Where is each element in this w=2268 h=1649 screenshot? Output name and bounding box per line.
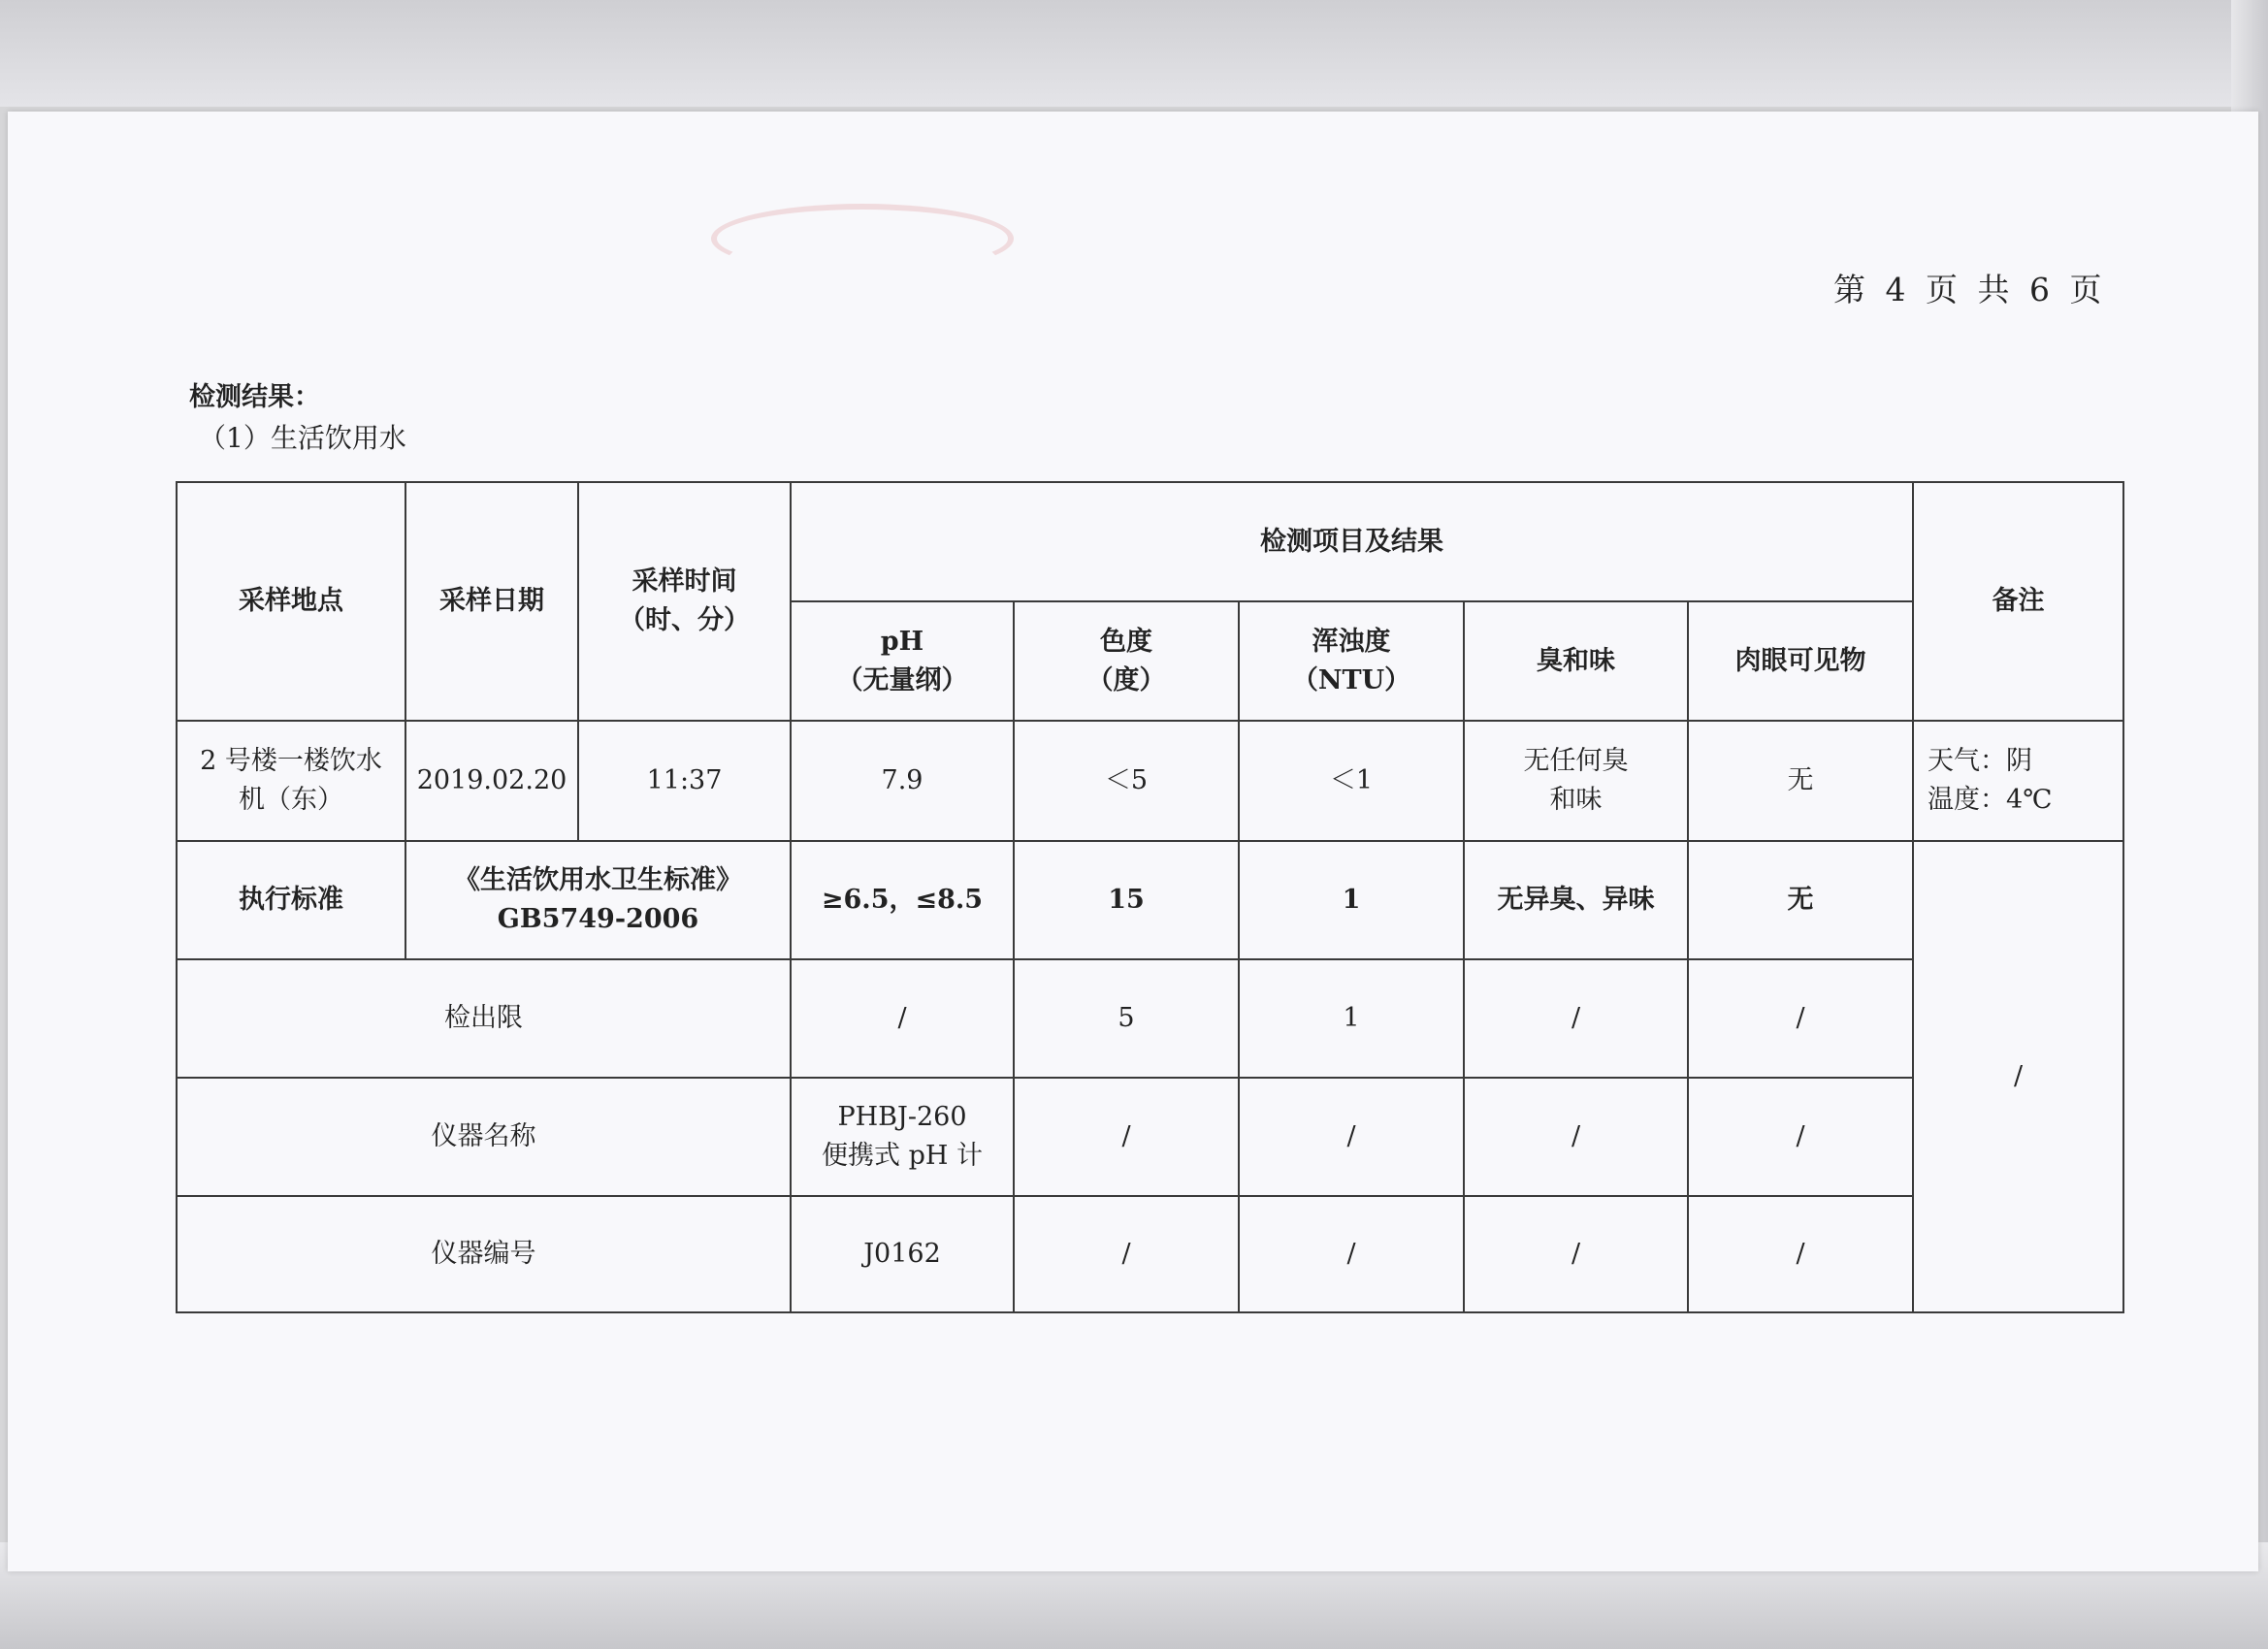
detection-limit-row — [177, 959, 2123, 1078]
sample-value-visible-matter: 无 — [1688, 721, 1913, 841]
detection-limit-visible-matter: / — [1688, 959, 1913, 1078]
instrument-name-ph-line2: 便携式 pH 计 — [822, 1141, 983, 1171]
standard-value-visible-matter: 无 — [1688, 841, 1913, 959]
standard-value-color: 15 — [1014, 841, 1239, 959]
standard-value-ph: ≥6.5，≤8.5 — [791, 841, 1014, 959]
standard-value-odor: 无异臭、异味 — [1464, 841, 1688, 959]
header-items-group: 检测项目及结果 — [791, 482, 1913, 601]
instrument-number-odor: / — [1464, 1196, 1688, 1312]
instrument-number-row — [177, 1196, 2123, 1312]
instrument-name-odor: / — [1464, 1078, 1688, 1196]
instrument-name-label: 仪器名称 — [177, 1078, 791, 1196]
instrument-name-row — [177, 1078, 2123, 1196]
instrument-name-turbidity: / — [1239, 1078, 1464, 1196]
instrument-name-ph-line1: PHBJ-260 — [837, 1102, 967, 1132]
standard-name — [405, 841, 791, 959]
header-item-line1: 臭和味 — [1537, 645, 1615, 676]
sample-time: 11:37 — [578, 721, 791, 841]
header-item-line2: （无量纲） — [836, 664, 968, 695]
instrument-number-visible-matter: / — [1688, 1196, 1913, 1312]
instrument-number-turbidity: / — [1239, 1196, 1464, 1312]
detection-limit-label: 检出限 — [177, 959, 791, 1078]
header-item-line2: （度） — [1086, 664, 1166, 695]
sample-row — [177, 721, 2123, 841]
instrument-name-visible-matter: / — [1688, 1078, 1913, 1196]
standard-row — [177, 841, 2123, 959]
header-item-visible-matter — [1688, 601, 1913, 721]
header-remarks: 备注 — [1913, 482, 2123, 721]
header-row-1 — [177, 482, 2123, 601]
instrument-number-ph: J0162 — [791, 1196, 1014, 1312]
standard-value-turbidity: 1 — [1239, 841, 1464, 959]
detection-limit-odor: / — [1464, 959, 1688, 1078]
section-title: 检测结果： — [189, 382, 320, 412]
header-sampling-time-line1: 采样时间 — [632, 566, 737, 597]
detection-limit-ph: / — [791, 959, 1014, 1078]
instrument-number-color: / — [1014, 1196, 1239, 1312]
scan-background-top — [0, 0, 2268, 107]
header-sampling-location: 采样地点 — [177, 482, 405, 721]
sample-location-line2: 机（东） — [239, 785, 343, 815]
header-sampling-time-line2: （时、分） — [619, 605, 750, 635]
detection-limit-color: 5 — [1014, 959, 1239, 1078]
header-item-line1: pH — [880, 626, 924, 657]
sample-value-odor — [1464, 721, 1688, 841]
sample-value-color: ＜5 — [1014, 721, 1239, 841]
sample-value-odor-line2: 和味 — [1549, 785, 1603, 815]
header-item-ph — [791, 601, 1014, 721]
sample-value-odor-line1: 无任何臭 — [1523, 746, 1629, 776]
detection-limit-turbidity: 1 — [1239, 959, 1464, 1078]
sample-location — [177, 721, 405, 841]
subsection-title: （1）生活饮用水 — [199, 422, 406, 454]
instrument-name-ph — [791, 1078, 1014, 1196]
page-number: 第 4 页 共 6 页 — [1833, 271, 2107, 308]
header-item-line1: 肉眼可见物 — [1734, 645, 1866, 676]
header-item-color — [1014, 601, 1239, 721]
standard-label: 执行标准 — [177, 841, 405, 959]
header-sampling-time — [578, 482, 791, 721]
sample-remark — [1913, 721, 2123, 841]
standard-name-line1: 《生活饮用水卫生标准》 — [454, 865, 742, 895]
instrument-number-label: 仪器编号 — [177, 1196, 791, 1312]
header-item-turbidity — [1239, 601, 1464, 721]
sample-date: 2019.02.20 — [405, 721, 578, 841]
header-item-line1: 色度 — [1100, 626, 1152, 657]
header-sampling-date: 采样日期 — [405, 482, 578, 721]
sample-remark-weather: 天气：阴 — [1928, 746, 2033, 776]
header-item-odor — [1464, 601, 1688, 721]
header-item-line2: （NTU） — [1291, 664, 1411, 695]
sample-value-turbidity: ＜1 — [1239, 721, 1464, 841]
sample-remark-temperature: 温度：4℃ — [1928, 785, 2053, 815]
header-item-line1: 浑浊度 — [1312, 626, 1391, 657]
faded-stamp-impression — [711, 204, 1014, 274]
standard-name-line2: GB5749-2006 — [497, 904, 699, 934]
sample-value-ph: 7.9 — [791, 721, 1014, 841]
sample-location-line1: 2 号楼一楼饮水 — [200, 746, 382, 776]
instrument-name-color: / — [1014, 1078, 1239, 1196]
results-table — [176, 481, 2124, 1313]
remarks-merged: / — [1913, 841, 2123, 1312]
